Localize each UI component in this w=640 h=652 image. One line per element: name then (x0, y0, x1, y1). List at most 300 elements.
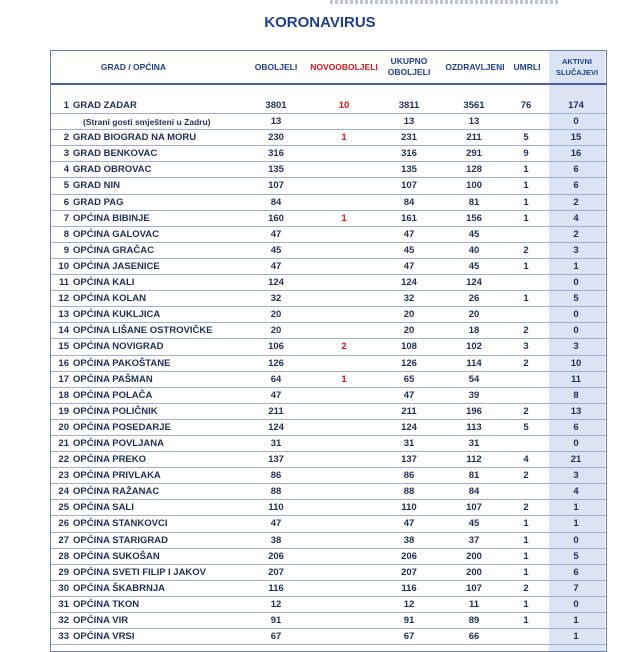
row-name: OPĆINA PREKO (73, 454, 147, 466)
row-number: 28 (58, 550, 69, 562)
row-oboljeli: 135 (268, 164, 284, 176)
row-ukupno: 211 (401, 405, 417, 417)
row-oboljeli: 126 (268, 357, 284, 369)
covid-table (50, 50, 607, 652)
row-novooboljeli (309, 195, 379, 211)
row-ozdravljeni: 102 (466, 341, 482, 353)
row-ozdravljeni: 196 (466, 405, 482, 417)
row-ukupno: 3811 (398, 100, 420, 111)
row-ukupno: 88 (403, 486, 415, 498)
row-ozdravljeni: 100 (466, 180, 482, 192)
table-row (51, 516, 606, 532)
row-novooboljeli (309, 484, 379, 500)
table-row (51, 597, 606, 613)
row-novooboljeli (309, 323, 379, 339)
row-aktivni: 2 (573, 196, 579, 208)
row-number: 21 (58, 437, 69, 449)
row-name: OPĆINA LIŠANE OSTROVIČKE (73, 325, 213, 337)
row-oboljeli: 47 (270, 389, 282, 401)
table-row (51, 629, 606, 645)
row-novooboljeli (309, 452, 379, 468)
row-oboljeli: 32 (270, 293, 282, 305)
row-ukupno: 135 (401, 164, 417, 176)
row-novooboljeli (309, 259, 379, 275)
row-ukupno: 38 (403, 534, 415, 546)
row-novooboljeli: 1 (341, 373, 347, 385)
row-umrli: 5 (523, 421, 529, 433)
row-umrli: 2 (523, 325, 529, 337)
table-row (51, 339, 606, 355)
row-number: 30 (58, 582, 69, 594)
row-aktivni: 1 (573, 631, 579, 643)
table-row (51, 468, 606, 484)
row-oboljeli: 45 (270, 244, 282, 256)
row-number (51, 114, 69, 130)
header-decoration (330, 0, 560, 4)
row-oboljeli: 230 (268, 132, 284, 144)
row-aktivni: 13 (570, 405, 582, 417)
table-row (51, 420, 606, 436)
row-number: 18 (58, 389, 69, 401)
row-aktivni: 8 (573, 389, 579, 401)
row-number: 17 (58, 373, 69, 385)
row-number: 6 (63, 196, 69, 208)
table-row (51, 227, 606, 243)
row-umrli: 1 (523, 566, 529, 578)
row-aktivni: 6 (573, 566, 579, 578)
row-name: OPĆINA KUKLJICA (73, 309, 161, 321)
table-row (51, 211, 606, 227)
row-name: OPĆINA SVETI FILIP I JAKOV (73, 566, 207, 578)
row-name: OPĆINA POLAČA (73, 389, 153, 401)
row-oboljeli: 67 (270, 631, 282, 643)
row-aktivni: 10 (570, 357, 582, 369)
header-umrli: UMRLI (513, 61, 541, 72)
row-aktivni: 2 (573, 228, 579, 240)
header-ukupno (381, 51, 437, 83)
row-number: 31 (58, 598, 69, 610)
row-novooboljeli (309, 436, 379, 452)
table-row (51, 275, 606, 291)
row-umrli: 1 (523, 293, 529, 305)
row-ukupno: 20 (403, 325, 415, 337)
row-name: OPĆINA SUKOŠAN (73, 550, 160, 562)
row-name: OPĆINA KALI (73, 277, 135, 289)
row-umrli (511, 275, 541, 291)
row-aktivni: 16 (570, 148, 582, 160)
row-aktivni: 3 (573, 470, 579, 482)
row-name: GRAD BIOGRAD NA MORU (73, 132, 197, 144)
row-aktivni: 0 (573, 437, 579, 449)
row-name: OPĆINA ŠKABRNJA (73, 582, 166, 594)
row-novooboljeli (309, 581, 379, 597)
row-ukupno: 32 (403, 293, 415, 305)
row-umrli: 9 (523, 148, 529, 160)
header-grad: GRAD / OPĆINA (100, 61, 167, 72)
row-aktivni: 1 (573, 260, 579, 272)
row-ukupno: 12 (403, 598, 415, 610)
row-ozdravljeni: 45 (468, 260, 480, 272)
row-number: 20 (58, 421, 69, 433)
row-ozdravljeni: 114 (466, 357, 482, 369)
header-novooboljeli: NOVOOBOLJELI (310, 61, 378, 72)
header-spacer (51, 85, 606, 98)
row-umrli: 76 (520, 100, 532, 111)
row-oboljeli: 91 (270, 615, 282, 626)
row-novooboljeli (309, 291, 379, 307)
row-novooboljeli (309, 178, 379, 194)
row-name: OPĆINA VRSI (73, 631, 135, 643)
row-ozdravljeni: 45 (468, 518, 480, 530)
row-oboljeli: 106 (268, 341, 284, 353)
row-aktivni: 5 (573, 293, 579, 305)
row-oboljeli: 86 (270, 470, 282, 482)
row-name: GRAD ZADAR (73, 100, 137, 111)
row-umrli: 1 (523, 615, 529, 626)
row-novooboljeli: 2 (341, 341, 347, 353)
row-ukupno: 45 (403, 244, 415, 256)
row-umrli: 3 (523, 341, 529, 353)
row-ozdravljeni: 45 (468, 228, 480, 240)
row-name: GRAD BENKOVAC (73, 148, 158, 160)
row-ozdravljeni: 81 (468, 470, 480, 482)
row-name: OPĆINA NOVIGRAD (73, 341, 164, 353)
row-oboljeli: 64 (270, 373, 282, 385)
row-umrli: 4 (523, 454, 529, 466)
row-name: OPĆINA POSEDARJE (73, 421, 171, 433)
row-number: 7 (63, 212, 69, 224)
header-ukupno-line2: OBOLJELI (387, 67, 431, 77)
row-ukupno: 20 (403, 309, 415, 321)
row-number: 22 (58, 454, 69, 466)
table-body (51, 98, 606, 645)
row-ukupno: 161 (401, 212, 417, 224)
header-ukupno-line1: UKUPNO (390, 56, 428, 66)
row-aktivni: 6 (573, 421, 579, 433)
row-oboljeli: 3801 (265, 100, 287, 111)
row-name: OPĆINA GALOVAC (73, 228, 160, 240)
row-name: OPĆINA STANKOVCI (73, 518, 168, 530)
row-aktivni: 15 (570, 132, 582, 144)
row-aktivni: 0 (573, 534, 579, 546)
row-number: 9 (63, 244, 69, 256)
row-novooboljeli (309, 468, 379, 484)
table-row (51, 404, 606, 420)
row-ukupno: 108 (401, 341, 417, 353)
table-row (51, 388, 606, 404)
row-aktivni: 5 (573, 550, 579, 562)
row-novooboljeli (309, 533, 379, 549)
row-oboljeli: 38 (270, 534, 282, 546)
header-aktivni-line2: SLUČAJEVI (555, 68, 599, 77)
row-aktivni: 4 (573, 212, 579, 224)
row-ozdravljeni: 37 (468, 534, 480, 546)
row-umrli: 1 (523, 212, 529, 224)
row-novooboljeli (309, 227, 379, 243)
header-aktivni (549, 51, 605, 83)
table-row (51, 565, 606, 581)
row-ukupno: 91 (403, 615, 415, 626)
row-novooboljeli (309, 613, 379, 629)
row-novooboljeli (309, 549, 379, 565)
row-umrli: 1 (523, 534, 529, 546)
row-novooboljeli: 10 (338, 100, 350, 111)
row-oboljeli: 20 (270, 309, 282, 321)
row-ukupno: 116 (401, 582, 417, 594)
row-umrli: 2 (523, 582, 529, 594)
row-number: 3 (63, 148, 69, 160)
row-number: 8 (63, 228, 69, 240)
row-name: OPĆINA VIR (73, 615, 129, 626)
row-novooboljeli (309, 629, 379, 645)
row-ozdravljeni: 66 (468, 631, 480, 643)
row-ukupno: 124 (401, 421, 417, 433)
row-name: (Strani gosti smješteni u Zadru) (83, 117, 211, 128)
row-ukupno: 316 (401, 148, 417, 160)
row-ozdravljeni: 128 (466, 164, 482, 176)
row-umrli (511, 114, 541, 130)
table-header (51, 51, 606, 85)
row-oboljeli: 110 (268, 502, 284, 514)
table-row (51, 613, 606, 629)
table-row (51, 178, 606, 194)
row-aktivni: 3 (573, 341, 579, 353)
row-umrli (511, 484, 541, 500)
row-umrli: 5 (523, 132, 529, 144)
row-aktivni: 0 (573, 116, 579, 128)
row-name: OPĆINA PAKOŠTANE (73, 357, 171, 369)
header-aktivni-line1: AKTIVNI (562, 57, 592, 66)
row-umrli: 1 (523, 180, 529, 192)
row-umrli: 2 (523, 470, 529, 482)
row-novooboljeli (309, 146, 379, 162)
table-row (51, 372, 606, 388)
row-name: OPĆINA JASENICE (73, 260, 160, 272)
row-ozdravljeni: 11 (468, 598, 480, 610)
row-ozdravljeni: 200 (466, 550, 482, 562)
row-oboljeli: 124 (268, 277, 284, 289)
row-number: 10 (58, 260, 69, 272)
row-ukupno: 124 (401, 277, 417, 289)
row-number: 27 (58, 534, 69, 546)
table-row (51, 130, 606, 146)
row-ukupno: 207 (401, 566, 417, 578)
row-ozdravljeni: 291 (466, 148, 482, 160)
row-umrli: 1 (523, 598, 529, 610)
row-aktivni: 6 (573, 180, 579, 192)
row-ukupno: 67 (403, 631, 415, 643)
row-name: OPĆINA BIBINJE (73, 212, 150, 224)
row-name: OPĆINA KOLAN (73, 293, 147, 305)
row-oboljeli: 206 (268, 550, 284, 562)
row-aktivni: 11 (570, 373, 582, 385)
row-ukupno: 126 (401, 357, 417, 369)
row-aktivni: 4 (573, 486, 579, 498)
row-oboljeli: 107 (268, 180, 284, 192)
table-row (51, 162, 606, 178)
row-oboljeli: 137 (268, 454, 284, 466)
row-umrli: 2 (523, 357, 529, 369)
row-name: OPĆINA GRAČAC (73, 244, 154, 256)
row-ukupno: 110 (401, 502, 417, 514)
row-ozdravljeni: 84 (468, 486, 480, 498)
row-ukupno: 86 (403, 470, 415, 482)
row-aktivni: 1 (573, 502, 579, 514)
row-number: 29 (58, 566, 69, 578)
row-aktivni: 0 (573, 277, 579, 289)
row-number: 11 (58, 277, 69, 289)
row-number: 2 (63, 132, 69, 144)
row-oboljeli: 84 (270, 196, 282, 208)
row-ozdravljeni: 200 (466, 566, 482, 578)
row-number: 1 (63, 100, 69, 111)
header-oboljeli: OBOLJELI (254, 61, 298, 72)
row-ukupno: 65 (403, 373, 415, 385)
row-number: 24 (58, 486, 69, 498)
row-number: 13 (58, 309, 69, 321)
row-novooboljeli (309, 356, 379, 372)
row-aktivni: 7 (573, 582, 579, 594)
row-novooboljeli (309, 162, 379, 178)
row-umrli: 2 (523, 244, 529, 256)
row-novooboljeli (309, 243, 379, 259)
row-number: 5 (63, 180, 69, 192)
table-row (51, 533, 606, 549)
row-novooboljeli (309, 516, 379, 532)
row-novooboljeli (309, 597, 379, 613)
table-row (51, 500, 606, 516)
row-ozdravljeni: 107 (466, 582, 482, 594)
row-name: OPĆINA POLIČNIK (73, 405, 158, 417)
row-ukupno: 206 (401, 550, 417, 562)
row-oboljeli: 124 (268, 421, 284, 433)
table-row (51, 146, 606, 162)
table-row (51, 291, 606, 307)
row-ozdravljeni: 13 (468, 116, 480, 128)
row-umrli (511, 307, 541, 323)
row-ozdravljeni: 156 (466, 212, 482, 224)
table-row (51, 549, 606, 565)
row-ukupno: 231 (401, 132, 417, 144)
row-novooboljeli (309, 420, 379, 436)
row-aktivni: 0 (573, 325, 579, 337)
row-ozdravljeni: 18 (468, 325, 480, 337)
row-name: OPĆINA POVLJANA (73, 437, 164, 449)
row-ukupno: 47 (403, 389, 415, 401)
page-title: KORONAVIRUS (264, 14, 376, 31)
row-aktivni: 21 (570, 454, 582, 466)
row-ozdravljeni: 89 (468, 615, 480, 626)
row-umrli: 1 (523, 196, 529, 208)
row-umrli: 2 (523, 405, 529, 417)
row-oboljeli: 20 (270, 325, 282, 337)
header-ozdravljeni: OZDRAVLJENI (445, 61, 505, 72)
row-aktivni: 0 (573, 309, 579, 321)
row-novooboljeli (309, 275, 379, 291)
row-novooboljeli (309, 114, 379, 130)
row-number: 15 (58, 341, 69, 353)
row-name: GRAD PAG (73, 196, 124, 208)
row-number: 32 (58, 615, 69, 626)
row-name: OPĆINA PAŠMAN (73, 373, 153, 385)
row-novooboljeli (309, 404, 379, 420)
row-ozdravljeni: 211 (466, 132, 482, 144)
row-name: OPĆINA TKON (73, 598, 140, 610)
row-umrli: 1 (523, 550, 529, 562)
row-name: GRAD OBROVAC (73, 164, 152, 176)
row-ozdravljeni: 107 (466, 502, 482, 514)
row-umrli: 1 (523, 260, 529, 272)
table-row (51, 114, 606, 130)
row-ukupno: 31 (403, 437, 415, 449)
row-umrli (511, 629, 541, 645)
row-novooboljeli: 1 (341, 212, 347, 224)
row-umrli: 1 (523, 164, 529, 176)
row-number: 26 (58, 518, 69, 530)
row-oboljeli: 12 (270, 598, 282, 610)
row-oboljeli: 116 (268, 582, 284, 594)
row-number: 23 (58, 470, 69, 482)
row-novooboljeli (309, 307, 379, 323)
table-row (51, 259, 606, 275)
row-oboljeli: 316 (268, 148, 284, 160)
table-row (51, 307, 606, 323)
row-ozdravljeni: 40 (468, 244, 480, 256)
row-number: 16 (58, 357, 69, 369)
row-oboljeli: 47 (270, 228, 282, 240)
row-aktivni: 0 (573, 598, 579, 610)
row-ukupno: 84 (403, 196, 415, 208)
table-row (51, 436, 606, 452)
row-name: OPĆINA SALI (73, 502, 134, 514)
row-ozdravljeni: 113 (466, 421, 482, 433)
row-number: 14 (58, 325, 69, 337)
row-name: OPĆINA STARIGRAD (73, 534, 168, 546)
row-ukupno: 47 (403, 228, 415, 240)
table-row (51, 452, 606, 468)
row-name: GRAD NIN (73, 180, 120, 192)
row-oboljeli: 13 (270, 116, 282, 128)
row-number: 33 (58, 631, 69, 643)
row-number: 19 (58, 405, 69, 417)
row-aktivni: 174 (568, 100, 584, 111)
row-aktivni: 1 (573, 615, 579, 626)
row-number: 12 (58, 293, 69, 305)
row-ozdravljeni: 54 (468, 373, 480, 385)
row-oboljeli: 88 (270, 486, 282, 498)
row-ukupno: 47 (403, 260, 415, 272)
row-ozdravljeni: 31 (468, 437, 480, 449)
table-row (51, 243, 606, 259)
row-oboljeli: 207 (268, 566, 284, 578)
row-name: OPĆINA PRIVLAKA (73, 470, 161, 482)
row-oboljeli: 211 (268, 405, 284, 417)
row-novooboljeli (309, 388, 379, 404)
row-ozdravljeni: 20 (468, 309, 480, 321)
row-ukupno: 13 (403, 116, 415, 128)
row-ozdravljeni: 124 (466, 277, 482, 289)
row-umrli (511, 436, 541, 452)
row-umrli (511, 227, 541, 243)
row-aktivni: 3 (573, 244, 579, 256)
row-ozdravljeni: 3561 (463, 100, 485, 111)
row-ukupno: 47 (403, 518, 415, 530)
row-umrli: 2 (523, 502, 529, 514)
row-ukupno: 107 (401, 180, 417, 192)
row-oboljeli: 47 (270, 260, 282, 272)
row-novooboljeli (309, 565, 379, 581)
row-ukupno: 137 (401, 454, 417, 466)
